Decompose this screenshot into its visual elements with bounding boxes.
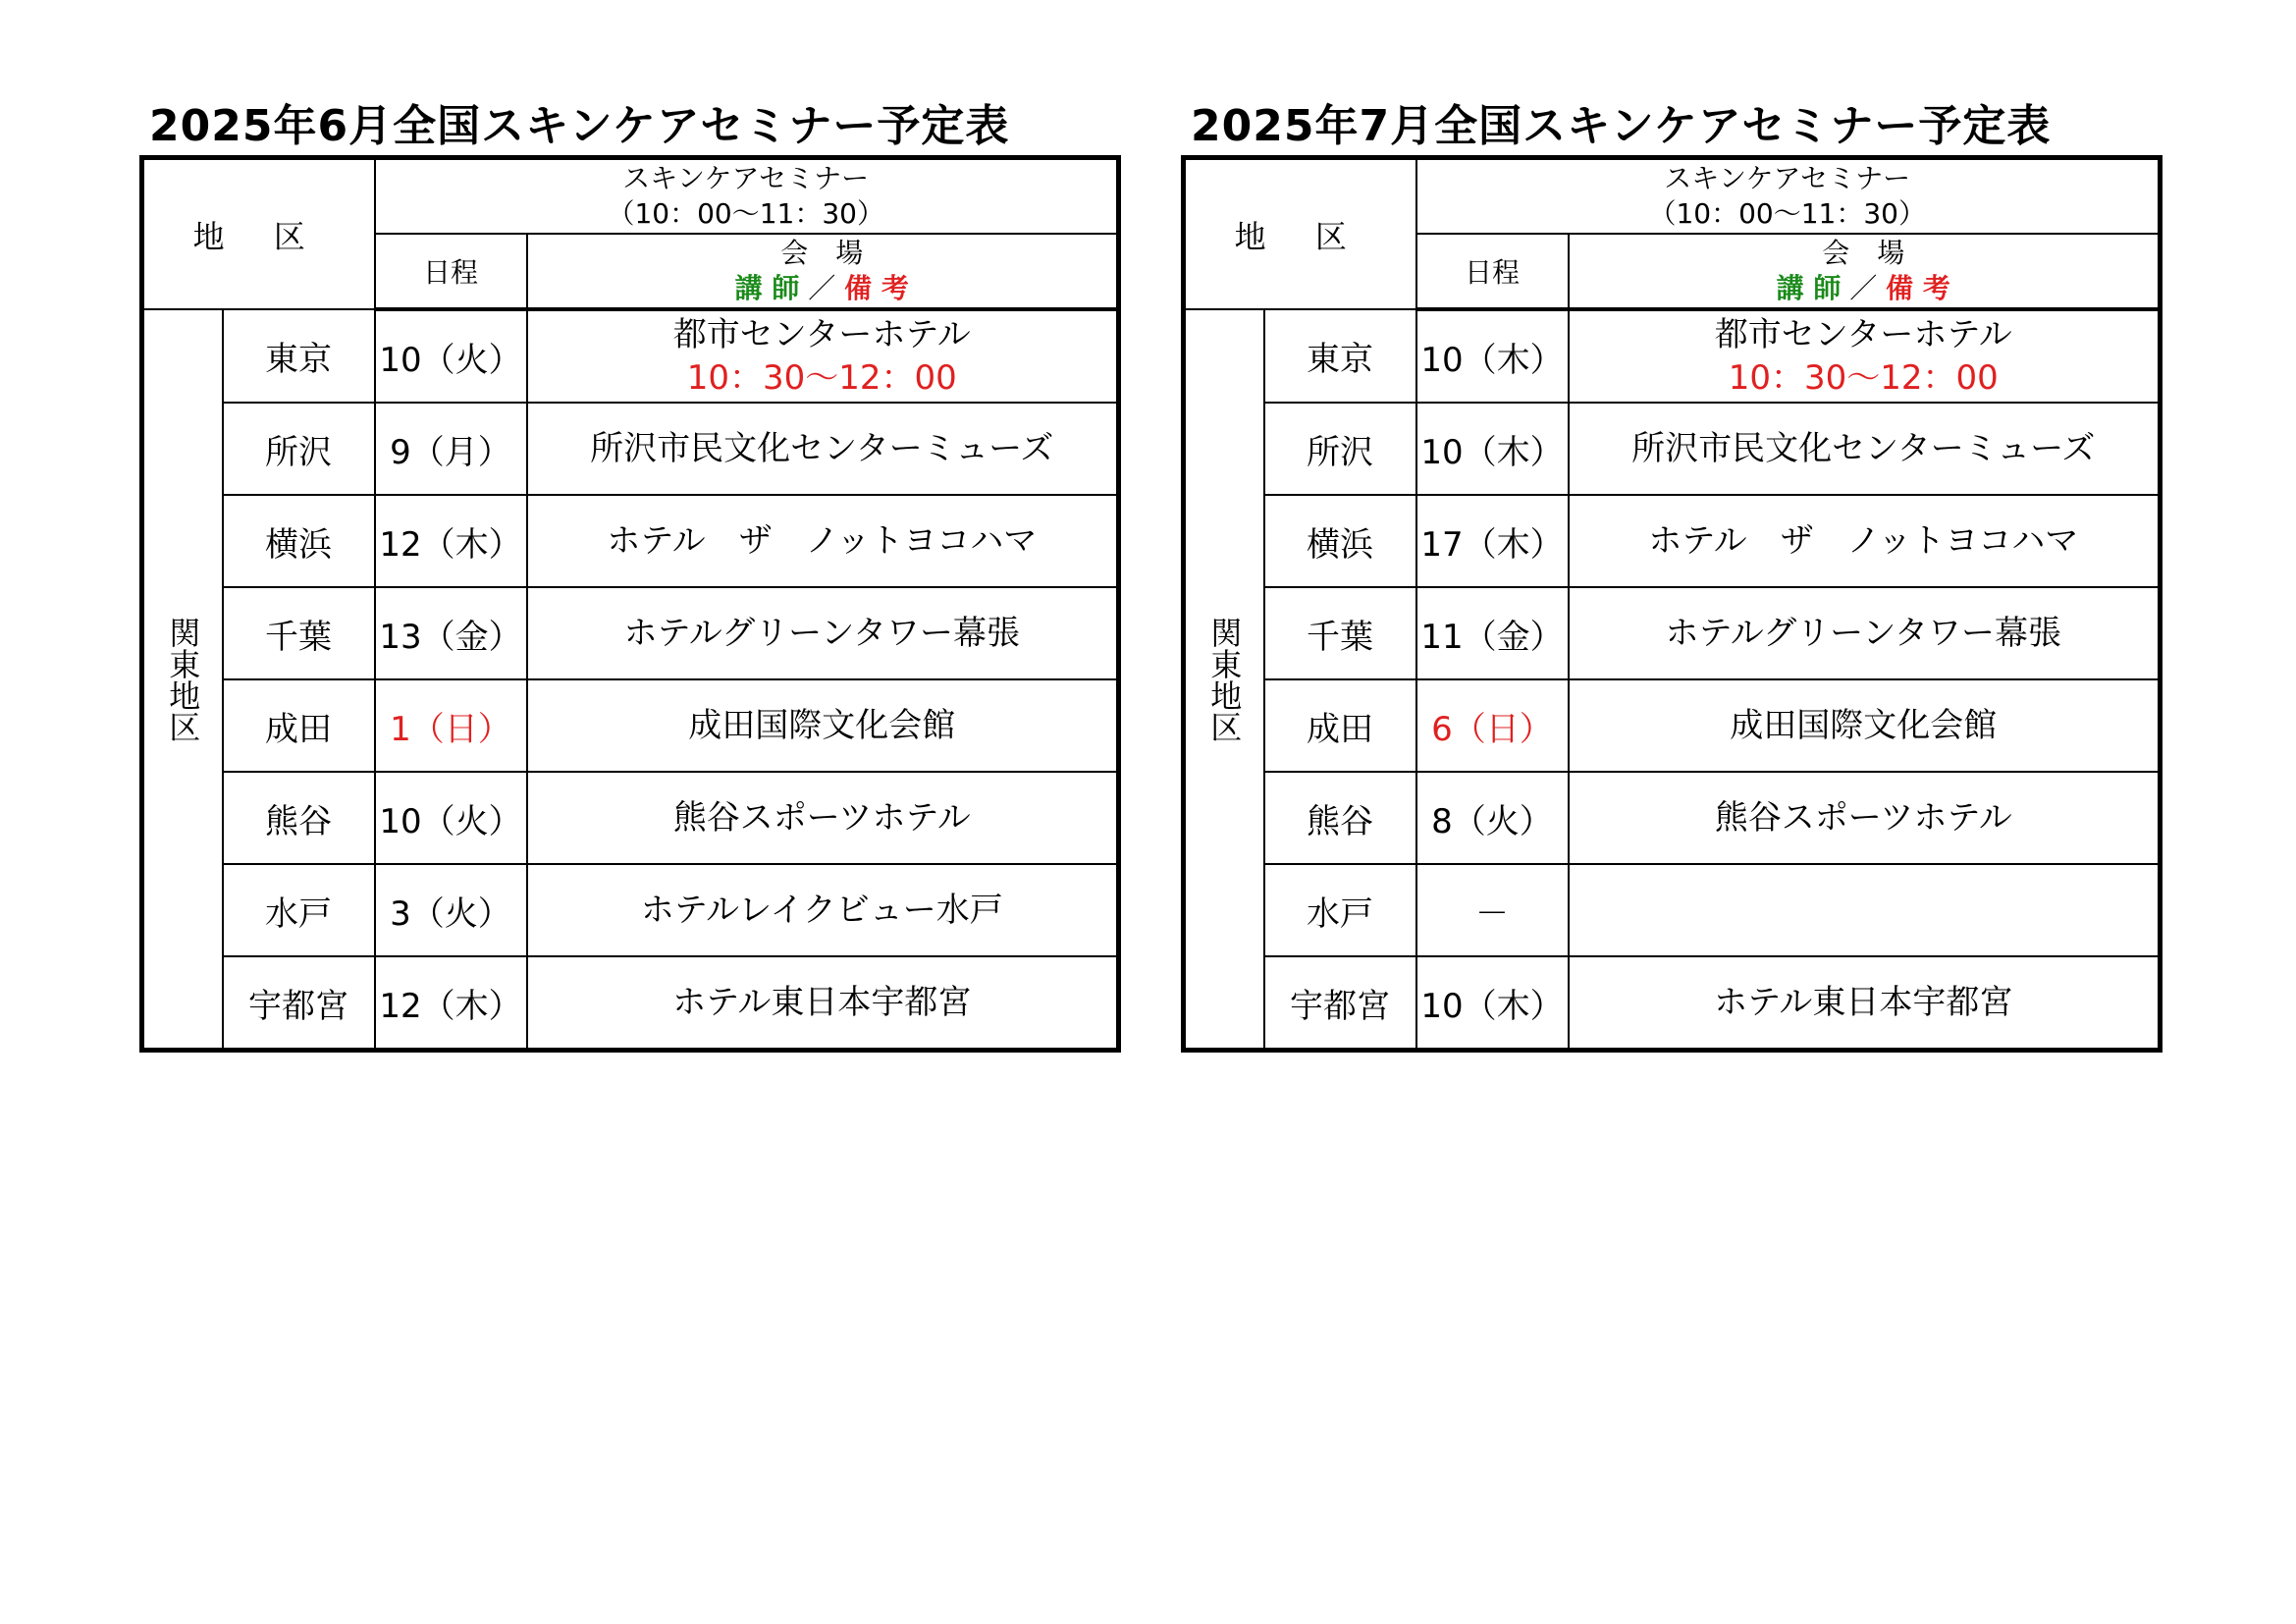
venue-name: ホテルグリーンタワー幕張 <box>1665 614 2062 653</box>
venue-cell <box>1569 679 2161 772</box>
city-cell: 東京 <box>1264 309 1416 403</box>
venue-name: ホテル東日本宇都宮 <box>1714 983 2013 1022</box>
table-row <box>142 309 1119 403</box>
venue-cell <box>1569 587 2161 679</box>
header-area: 地 区 <box>1184 158 1416 310</box>
venue-cell <box>1569 495 2161 587</box>
table-row <box>142 495 1119 587</box>
region-cell <box>142 309 223 1051</box>
region-cell <box>1184 309 1264 1051</box>
header-seminar-time: （10：00～11：30） <box>607 197 885 230</box>
date-cell: 9（月） <box>375 403 527 495</box>
city-cell: 宇都宮 <box>1264 956 1416 1051</box>
date-cell: 10（火） <box>375 309 527 403</box>
venue-cell <box>527 679 1119 772</box>
venue-name: ホテルレイクビュー水戸 <box>640 891 1003 930</box>
venue-name: 所沢市民文化センターミューズ <box>1631 429 2096 468</box>
venue-name: ホテルグリーンタワー幕張 <box>623 614 1021 653</box>
table-row <box>142 403 1119 495</box>
table-row <box>1184 956 2161 1051</box>
venue-name: 熊谷スポーツホテル <box>1714 798 2012 838</box>
city-cell: 熊谷 <box>1264 772 1416 864</box>
schedule-july <box>1181 98 2163 1053</box>
venue-cell <box>1569 772 2161 864</box>
schedule-rows <box>142 309 1119 1051</box>
header-venue <box>527 234 1119 309</box>
city-cell: 千葉 <box>223 587 375 679</box>
venue-cell <box>1569 309 2161 403</box>
header-lecturer: 講 師 <box>734 272 800 304</box>
header-slash: ／ <box>1849 272 1878 304</box>
city-cell: 千葉 <box>1264 587 1416 679</box>
header-seminar-title: スキンケアセミナー <box>1664 162 1911 194</box>
date-cell: 8（火） <box>1416 772 1569 864</box>
header-seminar-time: （10：00～11：30） <box>1648 197 1927 230</box>
venue-cell <box>527 956 1119 1051</box>
venue-cell <box>527 864 1119 956</box>
schedule-table <box>139 155 1121 1053</box>
city-cell: 成田 <box>1264 679 1416 772</box>
venue-cell <box>1569 956 2161 1051</box>
date-cell: 17（木） <box>1416 495 1569 587</box>
table-row <box>1184 772 2161 864</box>
city-cell: 宇都宮 <box>223 956 375 1051</box>
city-cell: 水戸 <box>223 864 375 956</box>
region-label: 関東地区 <box>1205 616 1244 742</box>
city-cell: 熊谷 <box>223 772 375 864</box>
venue-name: 成田国際文化会館 <box>1730 706 1998 745</box>
table-row <box>142 679 1119 772</box>
schedule-rows <box>1184 309 2161 1051</box>
date-cell: 13（金） <box>375 587 527 679</box>
venue-name: 都市センターホテル <box>1714 315 2012 354</box>
venue-name: ホテル ザ ノットヨコハマ <box>1648 521 2079 561</box>
date-cell: 1（日） <box>375 679 527 772</box>
header-date: 日程 <box>375 234 527 309</box>
venue-cell <box>527 495 1119 587</box>
header-seminar-title: スキンケアセミナー <box>622 162 870 194</box>
header-area: 地 区 <box>142 158 375 310</box>
region-label: 関東地区 <box>164 616 202 742</box>
table-row <box>142 956 1119 1051</box>
city-cell: 横浜 <box>1264 495 1416 587</box>
table-row <box>142 864 1119 956</box>
date-cell: 10（木） <box>1416 956 1569 1051</box>
schedule-title: 2025年6月全国スキンケアセミナー予定表 <box>149 101 1010 151</box>
venue-cell <box>527 587 1119 679</box>
header-slash: ／ <box>808 272 836 304</box>
table-row <box>1184 309 2161 403</box>
date-cell: 12（木） <box>375 495 527 587</box>
venue-name: 都市センターホテル <box>672 315 971 354</box>
date-cell: 10（木） <box>1416 309 1569 403</box>
date-cell: 6（日） <box>1416 679 1569 772</box>
header-remarks: 備 考 <box>844 272 909 304</box>
header-date: 日程 <box>1416 234 1569 309</box>
city-cell: 所沢 <box>1264 403 1416 495</box>
header-seminar <box>1416 158 2161 235</box>
date-cell: － <box>1416 864 1569 956</box>
city-cell: 横浜 <box>223 495 375 587</box>
header-remarks: 備 考 <box>1886 272 1950 304</box>
city-cell: 所沢 <box>223 403 375 495</box>
venue-note: 10：30～12：00 <box>1728 358 1999 398</box>
venue-name: ホテル ザ ノットヨコハマ <box>607 521 1038 561</box>
date-cell: 11（金） <box>1416 587 1569 679</box>
header-venue <box>1569 234 2161 309</box>
venue-name: 成田国際文化会館 <box>688 706 956 745</box>
schedule-title: 2025年7月全国スキンケアセミナー予定表 <box>1191 101 2052 151</box>
schedule-june <box>139 98 1121 1053</box>
table-row <box>1184 403 2161 495</box>
table-row <box>1184 587 2161 679</box>
table-row <box>142 772 1119 864</box>
header-venue-label: 会 場 <box>780 237 864 269</box>
city-cell: 東京 <box>223 309 375 403</box>
date-cell: 3（火） <box>375 864 527 956</box>
table-row <box>1184 864 2161 956</box>
schedule-table <box>1181 155 2163 1053</box>
venue-cell <box>527 772 1119 864</box>
venue-cell <box>1569 864 2161 956</box>
venue-name: 熊谷スポーツホテル <box>672 798 971 838</box>
header-venue-label: 会 場 <box>1822 237 1905 269</box>
table-row <box>142 587 1119 679</box>
venue-name: 所沢市民文化センターミューズ <box>590 429 1054 468</box>
venue-cell <box>1569 403 2161 495</box>
city-cell: 水戸 <box>1264 864 1416 956</box>
date-cell: 10（火） <box>375 772 527 864</box>
header-seminar <box>375 158 1119 235</box>
venue-cell <box>527 309 1119 403</box>
table-row <box>1184 679 2161 772</box>
venue-name: ホテル東日本宇都宮 <box>672 983 972 1022</box>
venue-cell <box>527 403 1119 495</box>
table-row <box>1184 495 2161 587</box>
date-cell: 12（木） <box>375 956 527 1051</box>
venue-note: 10：30～12：00 <box>686 358 957 398</box>
date-cell: 10（木） <box>1416 403 1569 495</box>
header-lecturer: 講 師 <box>1776 272 1842 304</box>
city-cell: 成田 <box>223 679 375 772</box>
